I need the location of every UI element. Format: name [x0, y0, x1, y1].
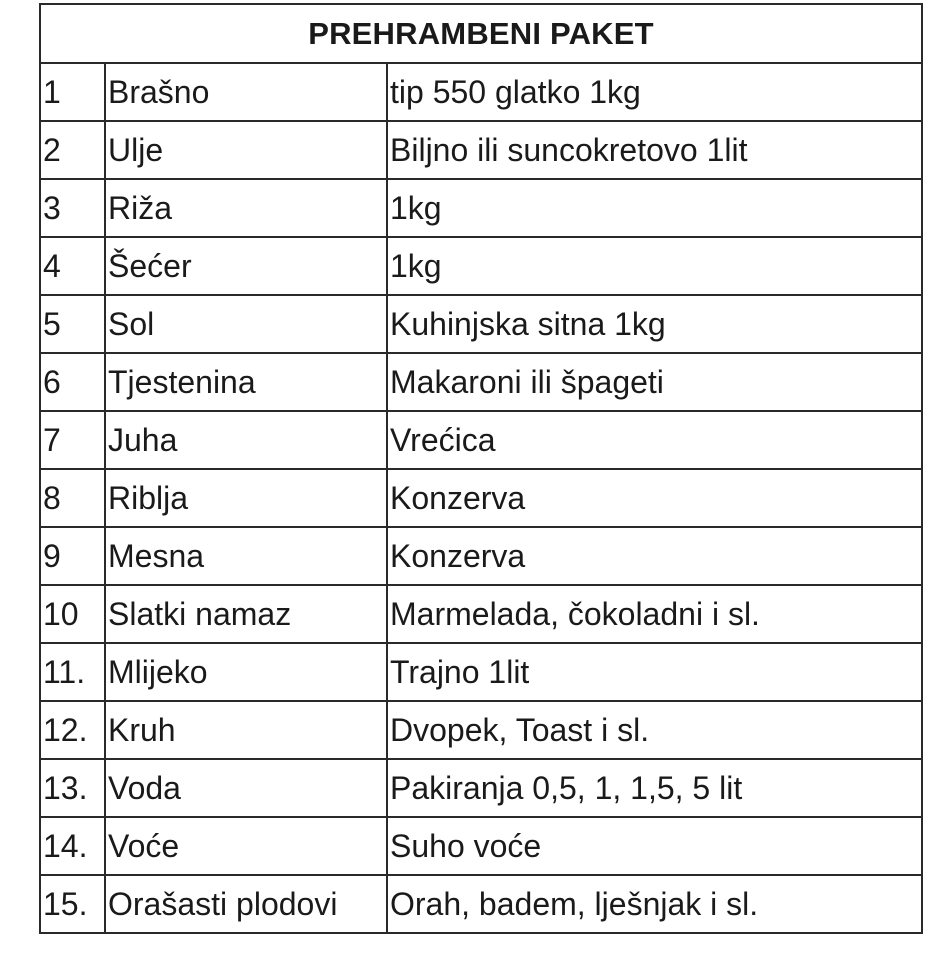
table-row — [40, 179, 922, 237]
item-name-cell: Mlijeko — [105, 643, 387, 701]
table-row — [40, 411, 922, 469]
table-row — [40, 759, 922, 817]
row-number-cell: 9 — [40, 527, 105, 585]
row-number-cell: 8 — [40, 469, 105, 527]
row-number-cell: 1 — [40, 63, 105, 121]
item-description-cell: Konzerva — [387, 527, 922, 585]
item-description-cell: 1kg — [387, 179, 922, 237]
item-description-cell: 1kg — [387, 237, 922, 295]
item-name-cell: Šećer — [105, 237, 387, 295]
item-name-cell: Brašno — [105, 63, 387, 121]
row-number-cell: 2 — [40, 121, 105, 179]
table-row — [40, 701, 922, 759]
table-row — [40, 643, 922, 701]
row-number-cell: 3 — [40, 179, 105, 237]
item-name-cell: Riblja — [105, 469, 387, 527]
table-row — [40, 237, 922, 295]
row-number-cell: 15. — [40, 875, 105, 933]
item-description-cell: Konzerva — [387, 469, 922, 527]
item-description-cell: tip 550 glatko 1kg — [387, 63, 922, 121]
item-description-cell: Kuhinjska sitna 1kg — [387, 295, 922, 353]
item-description-cell: Suho voće — [387, 817, 922, 875]
item-name-cell: Voda — [105, 759, 387, 817]
table-row — [40, 527, 922, 585]
table-row — [40, 817, 922, 875]
row-number-cell: 10 — [40, 585, 105, 643]
table-row — [40, 121, 922, 179]
row-number-cell: 5 — [40, 295, 105, 353]
item-name-cell: Riža — [105, 179, 387, 237]
item-name-cell: Tjestenina — [105, 353, 387, 411]
table-header-row — [40, 4, 922, 63]
row-number-cell: 11. — [40, 643, 105, 701]
table-row — [40, 353, 922, 411]
item-description-cell: Marmelada, čokoladni i sl. — [387, 585, 922, 643]
item-name-cell: Juha — [105, 411, 387, 469]
item-description-cell: Pakiranja 0,5, 1, 1,5, 5 lit — [387, 759, 922, 817]
table-row — [40, 63, 922, 121]
table-row — [40, 295, 922, 353]
food-package-table — [39, 3, 923, 934]
item-description-cell: Biljno ili suncokretovo 1lit — [387, 121, 922, 179]
table-body — [40, 63, 922, 933]
item-description-cell: Vrećica — [387, 411, 922, 469]
item-name-cell: Kruh — [105, 701, 387, 759]
item-name-cell: Sol — [105, 295, 387, 353]
table-title: PREHRAMBENI PAKET — [40, 4, 922, 63]
item-description-cell: Dvopek, Toast i sl. — [387, 701, 922, 759]
item-name-cell: Slatki namaz — [105, 585, 387, 643]
table-row — [40, 585, 922, 643]
item-description-cell: Trajno 1lit — [387, 643, 922, 701]
row-number-cell: 12. — [40, 701, 105, 759]
item-name-cell: Ulje — [105, 121, 387, 179]
table-row — [40, 875, 922, 933]
item-name-cell: Orašasti plodovi — [105, 875, 387, 933]
row-number-cell: 13. — [40, 759, 105, 817]
row-number-cell: 6 — [40, 353, 105, 411]
row-number-cell: 7 — [40, 411, 105, 469]
row-number-cell: 14. — [40, 817, 105, 875]
item-name-cell: Voće — [105, 817, 387, 875]
table-row — [40, 469, 922, 527]
item-name-cell: Mesna — [105, 527, 387, 585]
item-description-cell: Orah, badem, lješnjak i sl. — [387, 875, 922, 933]
item-description-cell: Makaroni ili špageti — [387, 353, 922, 411]
row-number-cell: 4 — [40, 237, 105, 295]
